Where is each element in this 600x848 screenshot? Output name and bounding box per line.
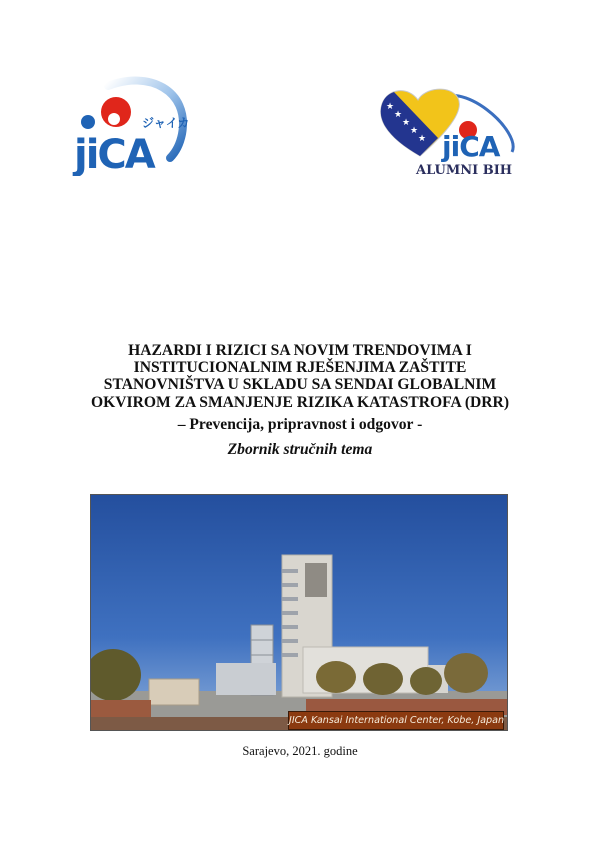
svg-text:★: ★ (418, 134, 427, 144)
building-photo-illustration (91, 495, 508, 731)
place-and-date: Sarajevo, 2021. godine (242, 744, 358, 758)
jica-alumni-bih-logo (372, 82, 540, 178)
svg-text:ALUMNI BIH: ALUMNI BIH (416, 163, 513, 178)
title-line-3: STANOVNIŠTVA U SKLADU SA SENDAI GLOBALNIM (103, 376, 497, 394)
svg-text:★: ★ (386, 102, 395, 112)
alumni-heart-flag-icon (372, 82, 540, 178)
cover-photo (90, 494, 508, 731)
svg-text:★: ★ (402, 118, 411, 128)
document-title-block (60, 342, 540, 459)
svg-text:★: ★ (394, 110, 403, 120)
svg-text:ジャイカ: ジャイカ (142, 116, 190, 130)
title-line-1: HAZARDI I RIZICI SA NOVIM TRENDOVIMA I (128, 342, 472, 359)
title-line-4: OKVIROM ZA SMANJENJE RIZIKA KATASTROFA (DRR) (90, 393, 510, 411)
subtitle-collection: Zbornik stručnih tema (227, 440, 373, 458)
svg-text:jiCA: jiCA (442, 130, 500, 163)
jica-logo (68, 72, 196, 176)
photo-caption: JICA Kansai International Center, Kobe, Japan (288, 711, 504, 730)
svg-text:★: ★ (410, 126, 419, 136)
svg-text:jiCA: jiCA (74, 132, 154, 176)
subtitle: – Prevencija, pripravnost i odgovor - (177, 415, 423, 433)
jica-logo-icon (68, 72, 196, 176)
title-line-2: INSTITUCIONALNIM RJEŠENJIMA ZAŠTITE (133, 359, 467, 377)
